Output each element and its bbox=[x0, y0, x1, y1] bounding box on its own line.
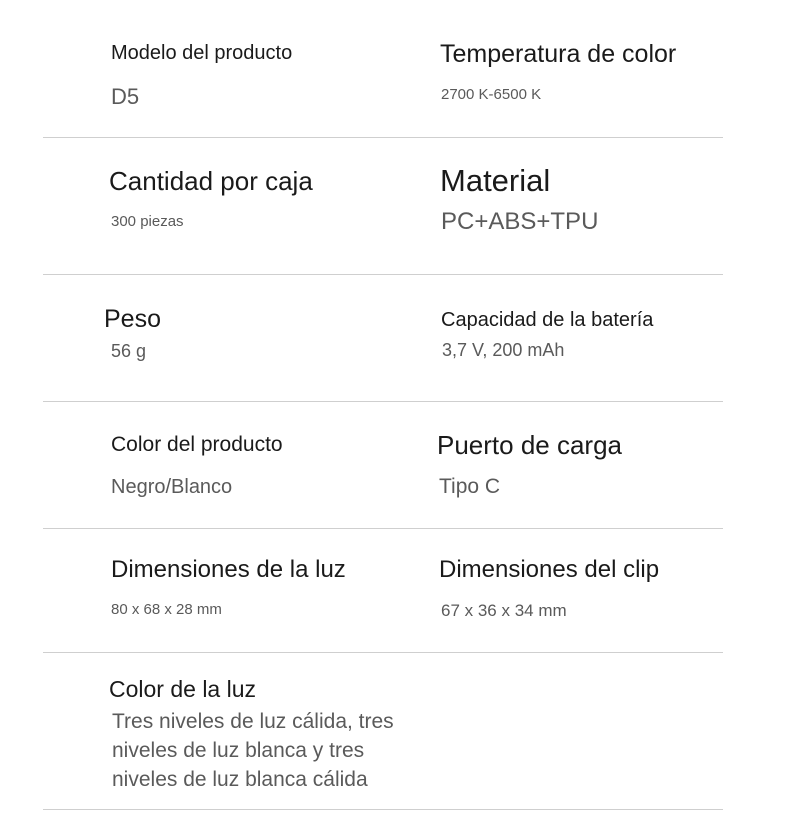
spec-label-charging-port: Puerto de carga bbox=[437, 430, 623, 460]
row-divider bbox=[43, 809, 723, 810]
spec-value-product-color: Negro/Blanco bbox=[111, 476, 233, 498]
spec-label-clip-dimensions: Dimensiones del clip bbox=[439, 556, 660, 583]
spec-value-color-temperature: 2700 K-6500 K bbox=[441, 86, 542, 103]
row-divider bbox=[43, 401, 723, 402]
spec-label-product-color: Color del producto bbox=[111, 433, 283, 456]
spec-label-color-temperature: Temperatura de color bbox=[440, 40, 677, 68]
spec-label-light-color: Color de la luz bbox=[109, 676, 257, 702]
spec-value-quantity: 300 piezas bbox=[111, 213, 184, 230]
spec-value-material: PC+ABS+TPU bbox=[441, 208, 599, 235]
spec-value-clip-dimensions: 67 x 36 x 34 mm bbox=[441, 601, 567, 620]
spec-label-battery: Capacidad de la batería bbox=[441, 309, 654, 331]
spec-value-light-dimensions: 80 x 68 x 28 mm bbox=[111, 601, 222, 618]
row-divider bbox=[43, 528, 723, 529]
spec-label-quantity: Cantidad por caja bbox=[109, 166, 313, 196]
spec-label-model: Modelo del producto bbox=[111, 42, 293, 64]
spec-value-battery: 3,7 V, 200 mAh bbox=[442, 340, 565, 360]
spec-value-weight: 56 g bbox=[111, 341, 147, 361]
spec-value-charging-port: Tipo C bbox=[439, 475, 501, 498]
spec-label-weight: Peso bbox=[104, 305, 161, 333]
row-divider bbox=[43, 274, 723, 275]
spec-label-material: Material bbox=[440, 163, 551, 198]
row-divider bbox=[43, 652, 723, 653]
spec-label-light-dimensions: Dimensiones de la luz bbox=[111, 556, 346, 583]
row-divider bbox=[43, 137, 723, 138]
spec-value-light-color: Tres niveles de luz cálida, tres niveles de luz blanca y tres niveles de luz blanca cálida bbox=[112, 710, 394, 791]
spec-value-model: D5 bbox=[111, 84, 140, 109]
